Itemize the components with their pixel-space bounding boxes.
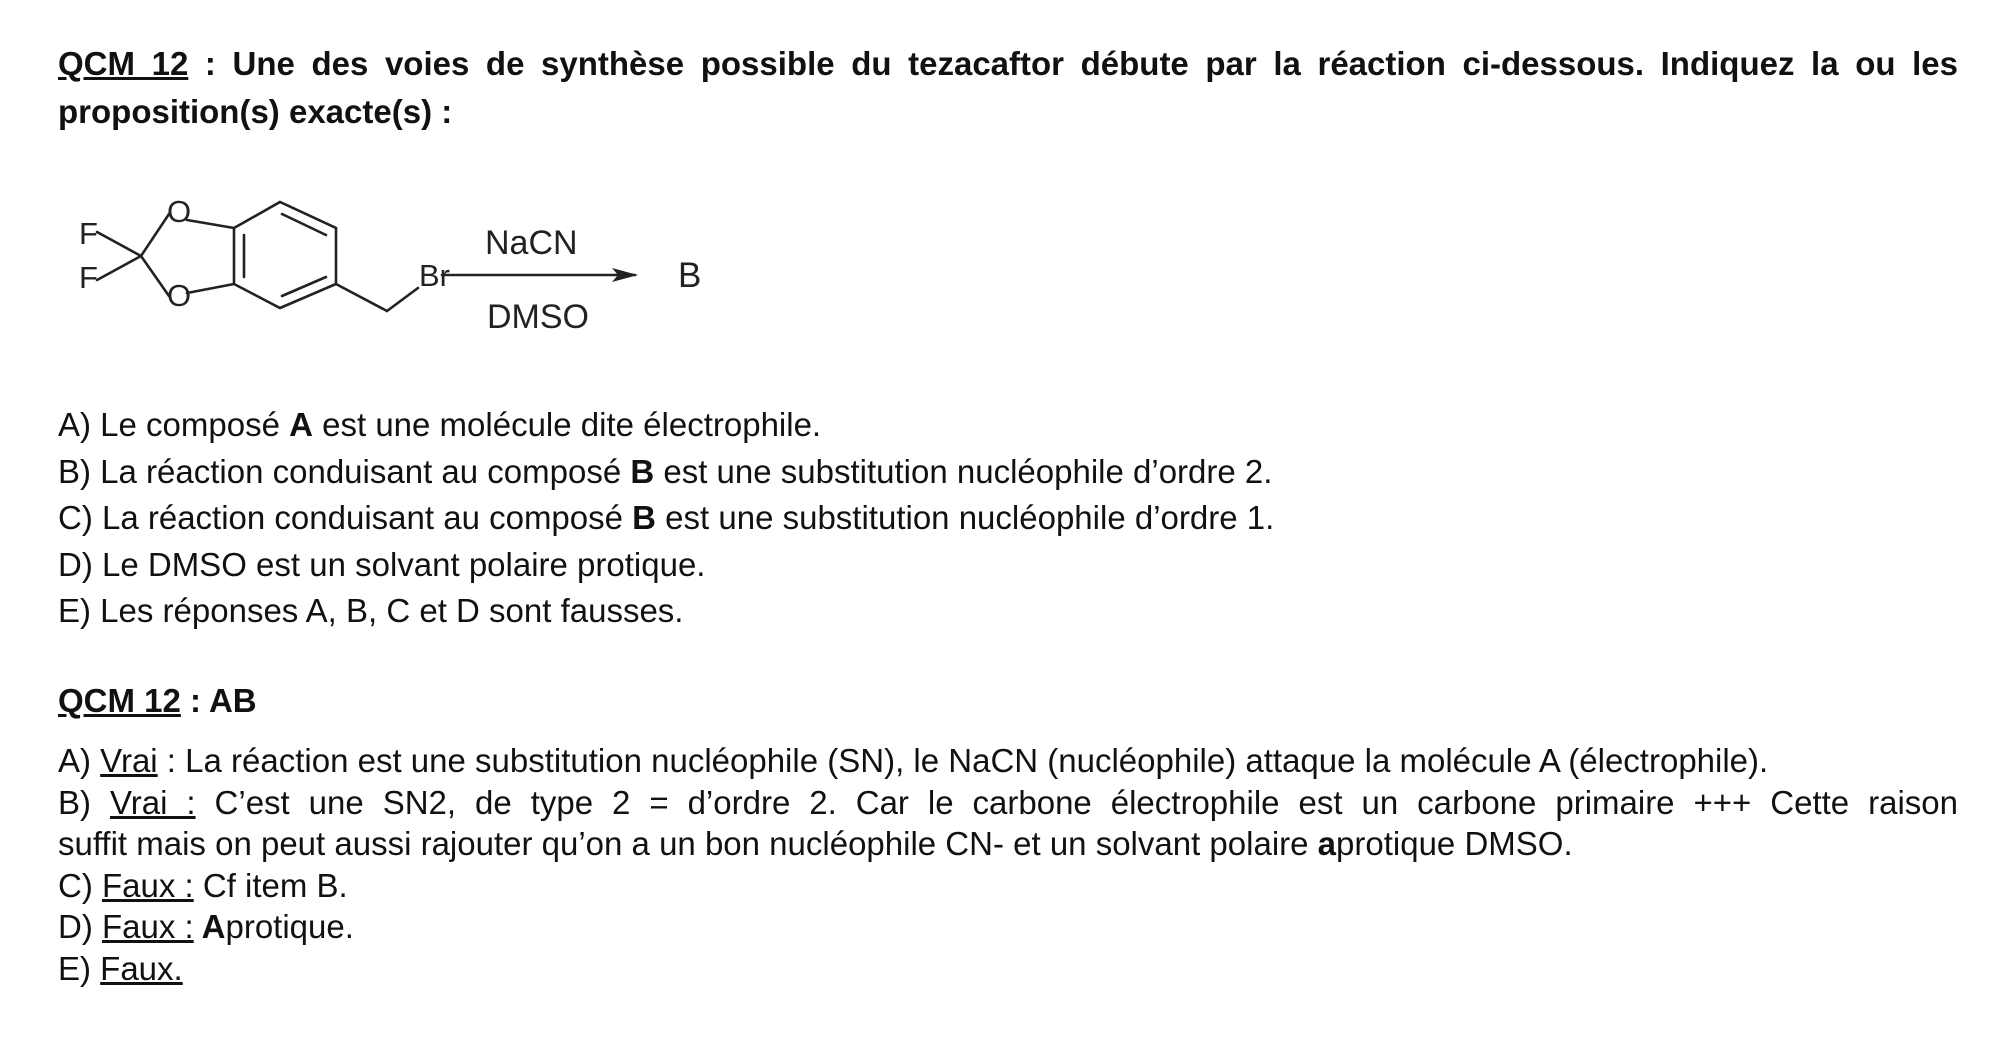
bond-o1-ring: [187, 220, 234, 228]
bond-f2-c: [97, 256, 141, 280]
atom-f1: F: [79, 216, 98, 251]
verdict-e: Faux.: [100, 949, 183, 987]
verdict-a: Vrai: [100, 742, 158, 779]
correction-b-line2: suffit mais on peut aussi rajouter qu’on a un bon nucléophile CN- et un solvant polaire aprotique DMSO.: [58, 825, 1573, 862]
benzene-ring: [234, 202, 336, 308]
answer-value: : AB: [180, 682, 257, 719]
option-a: A) Le composé A est une molécule dite électrophile.: [58, 406, 822, 443]
bond-c-o2: [141, 256, 169, 296]
atom-o2: O: [167, 278, 192, 313]
correction-c: C) Faux : Cf item B.: [58, 866, 348, 904]
double-bond-2: [282, 277, 326, 296]
bond-f1-c: [97, 232, 141, 256]
question-statement: [58, 40, 1958, 136]
answer-heading: [58, 678, 257, 724]
correction-d: D) Faux : Aprotique.: [58, 908, 354, 945]
atom-f2: F: [79, 260, 98, 295]
double-bond-1: [282, 214, 326, 235]
bond-ring-ch2: [336, 284, 387, 311]
option-c: C) La réaction conduisant au composé B est une substitution nucléophile d’ordre 1.: [58, 499, 1275, 536]
question-label: QCM 12: [58, 45, 189, 82]
options-list: [58, 402, 1274, 635]
answer-label: QCM 12: [58, 682, 181, 719]
bond-c-o1: [141, 214, 169, 256]
correction-a: A) Vrai : La réaction est une substitution nucléophile (SN), le NaCN (nucléophile) attaque la molécule A (électrophile).: [58, 742, 1769, 779]
reagent-nacn: NaCN: [485, 224, 578, 262]
question-text: : Une des voies de synthèse possible du tezacaftor débute par la réaction ci-dessous. Indiquez la ou les proposition(s) exacte(s) :: [58, 45, 1958, 130]
bond-ch2-br: [387, 288, 418, 311]
product-b: B: [678, 256, 702, 295]
solvent-dmso: DMSO: [487, 298, 589, 336]
corrections-list: [58, 740, 1958, 989]
correction-b-line1: B) Vrai : C’est une SN2, de type 2 = d’ordre 2. Car le carbone électrophile est un carbone primaire +++ Cette raison: [58, 783, 1958, 821]
atom-o1: O: [167, 194, 192, 229]
verdict-b: Vrai :: [109, 783, 196, 821]
verdict-c: Faux :: [102, 866, 194, 904]
verdict-d: Faux :: [102, 908, 194, 945]
bond-o2-ring: [187, 284, 234, 293]
option-b: B) La réaction conduisant au composé B est une substitution nucléophile d’ordre 2.: [58, 452, 1273, 490]
correction-e: E) Faux.: [58, 949, 183, 987]
option-e: E) Les réponses A, B, C et D sont fausses.: [58, 592, 684, 629]
option-d: D) Le DMSO est un solvant polaire protique.: [58, 545, 706, 583]
reaction-scheme: [55, 180, 955, 370]
atom-br: Br: [419, 258, 450, 293]
